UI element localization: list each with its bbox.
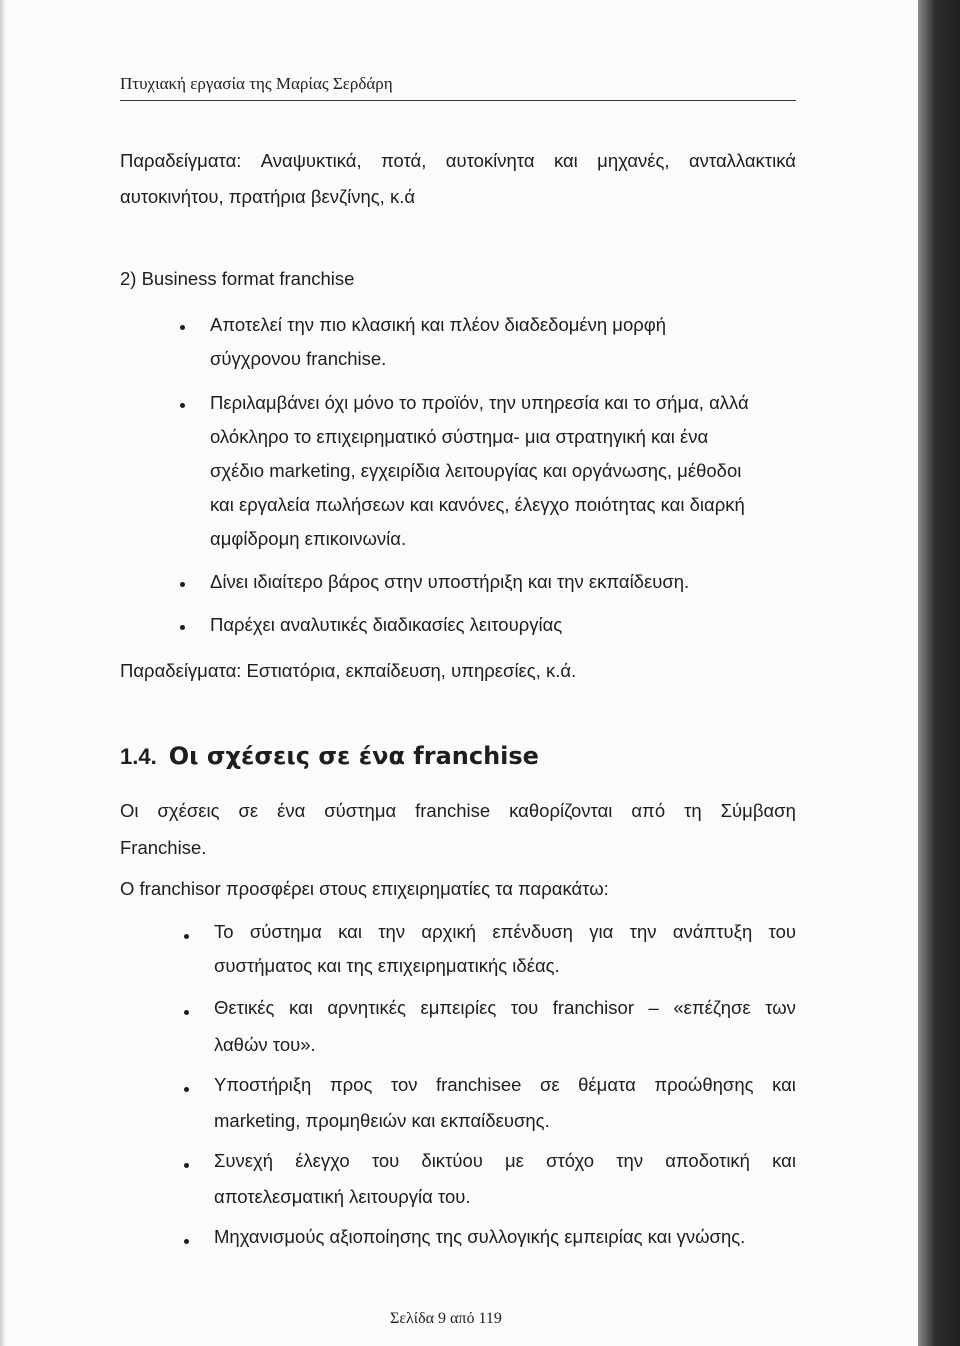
s-bullet-2-line-1 xyxy=(214,997,796,1019)
word: και xyxy=(772,1074,796,1095)
word: και xyxy=(553,150,578,171)
word: δικτύου xyxy=(421,1150,483,1171)
word: αρνητικές xyxy=(327,997,406,1018)
s-bullet-1-line-1 xyxy=(214,921,796,943)
word: Θετικές xyxy=(214,997,275,1018)
s-bullet-4-line-2: αποτελεσματική λειτουργία του. xyxy=(214,1186,471,1207)
s-bullet-3-line-1 xyxy=(214,1074,796,1096)
word: ανάπτυξη xyxy=(672,921,753,942)
word: σχέσεις xyxy=(157,800,220,821)
word: την xyxy=(616,1150,644,1171)
word: του xyxy=(510,997,539,1018)
section-title: Οι σχέσεις σε ένα franchise xyxy=(168,742,539,770)
bf-bullet-2-line-5: αμφίδρομη επικοινωνία. xyxy=(210,528,407,549)
word: Οι xyxy=(120,800,139,821)
word: αρχική xyxy=(421,921,477,942)
word: – xyxy=(648,997,659,1018)
word: «επέζησε xyxy=(673,997,751,1018)
examples-line: Παραδείγματα: Εστιατόρια, εκπαίδευση, υπηρεσίες, κ.ά. xyxy=(120,660,577,681)
page-footer: Σελίδα 9 από 119 xyxy=(390,1310,502,1327)
bullet-dot xyxy=(184,934,189,939)
bullet-dot xyxy=(180,325,185,330)
word: θέματα xyxy=(578,1074,636,1095)
word: σύστημα xyxy=(324,800,397,821)
intro-line-1 xyxy=(120,150,796,172)
s-bullet-5-line-1: Μηχανισμούς αξιοποίησης της συλλογικής εμπειρίας και γνώσης. xyxy=(214,1226,746,1247)
word: για xyxy=(589,921,614,942)
word: τη xyxy=(684,800,702,821)
word: ανταλλακτικά xyxy=(688,150,796,171)
bullet-dot xyxy=(180,403,185,408)
s-bullet-4-line-1 xyxy=(214,1150,796,1172)
word: Αναψυκτικά, xyxy=(260,150,362,171)
word: προώθησης xyxy=(654,1074,754,1095)
word: επένδυση xyxy=(492,921,573,942)
word: προς xyxy=(329,1074,373,1095)
word: του xyxy=(768,921,796,942)
business-format-title: 2) Business format franchise xyxy=(120,268,355,289)
s-bullet-2-line-2: λαθών του». xyxy=(214,1034,316,1055)
word: την xyxy=(378,921,406,942)
word: του xyxy=(371,1150,400,1171)
page-edge-shadow xyxy=(918,0,960,1346)
bullet-dot xyxy=(184,1163,189,1168)
word: franchisee xyxy=(436,1074,522,1095)
word: τον xyxy=(390,1074,418,1095)
section-heading xyxy=(120,742,539,770)
bf-bullet-4-line-1: Παρέχει αναλυτικές διαδικασίες λειτουργίας xyxy=(210,614,563,635)
bf-bullet-2-line-2: ολόκληρο το επιχειρηματικό σύστημα- μια στρατηγική και ένα xyxy=(210,426,709,447)
word: των xyxy=(765,997,796,1018)
word: Το xyxy=(214,921,234,942)
word: franchisor xyxy=(552,997,634,1018)
word: από xyxy=(631,800,666,821)
bullet-dot xyxy=(180,582,185,587)
bf-bullet-2-line-3: σχέδιο marketing, εγχειρίδια λειτουργίας και οργάνωσης, μέθοδοι xyxy=(210,460,742,481)
bf-bullet-3-line-1: Δίνει ιδιαίτερο βάρος στην υποστήριξη και την εκπαίδευση. xyxy=(210,571,690,592)
word: σε xyxy=(238,800,259,821)
bf-bullet-1-line-2: σύγχρονου franchise. xyxy=(210,348,387,369)
word: και xyxy=(772,1150,796,1171)
bf-bullet-2-line-1: Περιλαμβάνει όχι μόνο το προϊόν, την υπηρεσία και το σήμα, αλλά xyxy=(210,392,749,413)
section-para-2: Ο franchisor προσφέρει στους επιχειρηματίες τα παρακάτω: xyxy=(120,878,609,899)
bullet-dot xyxy=(180,625,185,630)
s-bullet-3-line-2: marketing, προμηθειών και εκπαίδευσης. xyxy=(214,1110,550,1131)
word: franchise xyxy=(415,800,491,821)
word: σε xyxy=(539,1074,560,1095)
bullet-dot xyxy=(184,1239,189,1244)
bf-bullet-1-line-1: Αποτελεί την πιο κλασική και πλέον διαδεδομένη μορφή xyxy=(210,314,667,335)
word: ένα xyxy=(277,800,306,821)
word: Υποστήριξη xyxy=(214,1074,312,1095)
word: καθορίζονται xyxy=(509,800,613,821)
intro-line-2: αυτοκινήτου, πρατήρια βενζίνης, κ.ά xyxy=(120,186,416,207)
word: μηχανές, xyxy=(597,150,670,171)
bf-bullet-2-line-4: και εργαλεία πωλήσεων και κανόνες, έλεγχο ποιότητας και διαρκή xyxy=(210,494,745,515)
word: αποδοτική xyxy=(665,1150,750,1171)
word: στόχο xyxy=(546,1150,595,1171)
page-header: Πτυχιακή εργασία της Μαρίας Σερδάρη xyxy=(120,74,796,101)
section-number: 1.4. xyxy=(120,744,157,769)
word: ποτά, xyxy=(380,150,427,171)
word: Σύμβαση xyxy=(720,800,796,821)
word: Συνεχή xyxy=(214,1150,274,1171)
word: την xyxy=(629,921,657,942)
bullet-dot xyxy=(184,1087,189,1092)
section-para-1-line-1 xyxy=(120,800,796,822)
word: και xyxy=(338,921,362,942)
word: Παραδείγματα: xyxy=(120,150,242,171)
word: με xyxy=(505,1150,524,1171)
section-para-1-line-2: Franchise. xyxy=(120,837,207,858)
word: εμπειρίες xyxy=(420,997,497,1018)
word: σύστημα xyxy=(249,921,322,942)
bullet-dot xyxy=(184,1010,189,1015)
word: έλεγχο xyxy=(295,1150,350,1171)
s-bullet-1-line-2: συστήματος και της επιχειρηματικής ιδέας. xyxy=(214,955,560,976)
word: και xyxy=(288,997,313,1018)
word: αυτοκίνητα xyxy=(445,150,535,171)
